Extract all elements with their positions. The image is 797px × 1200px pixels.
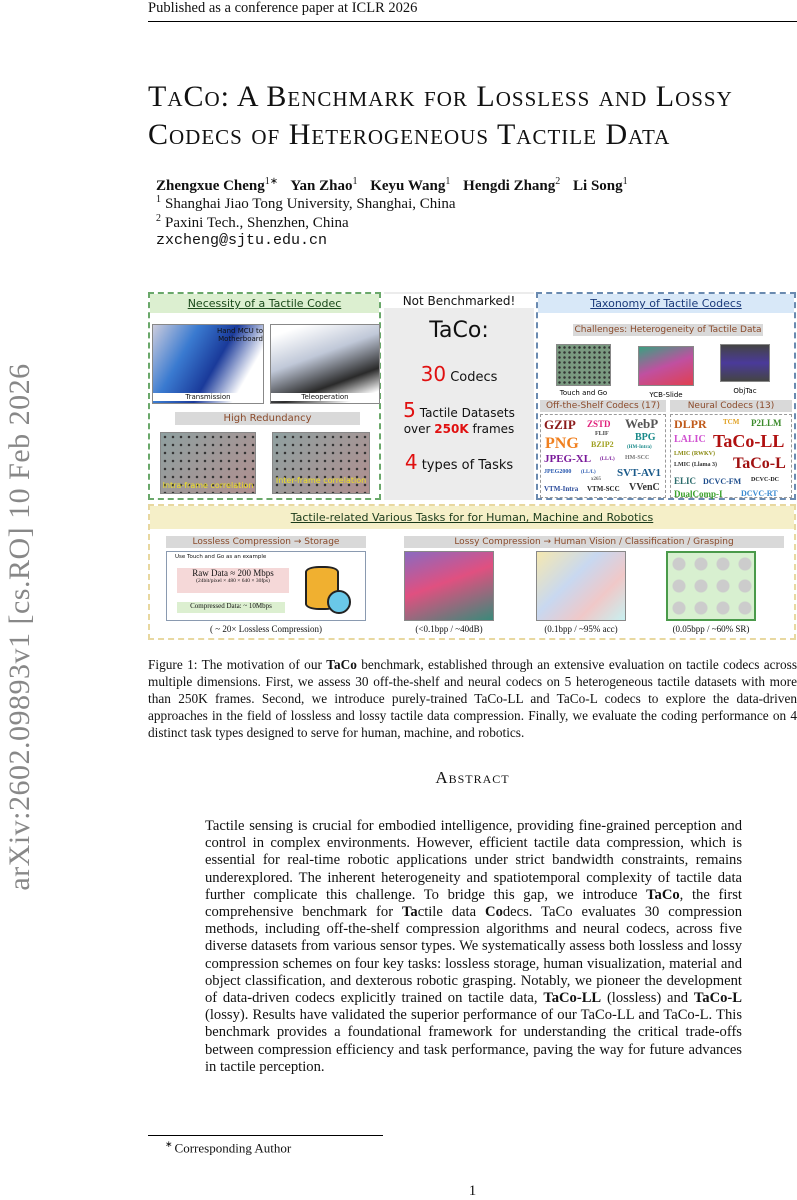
codec-label: JPEG2000 [544, 469, 572, 475]
author: Yan Zhao [290, 178, 353, 194]
codec-label: BPG [635, 432, 656, 443]
paper-title-line2: Codecs of Heterogeneous Tactile Data [148, 118, 671, 151]
not-benchmarked-label: Not Benchmarked! [384, 294, 534, 308]
codec-label: TaCo-L [733, 455, 786, 472]
datasets-stat: 5 Tactile Datasets [403, 398, 515, 422]
codec-label: LALIC [674, 434, 706, 445]
codec-label: (HM-Intra) [627, 445, 652, 450]
author-affil: 1 [445, 176, 451, 187]
codec-label: (LL/L) [581, 470, 596, 475]
compressed-data-box: Compressed Data: ~ 10Mbps [177, 602, 285, 613]
header-rule [148, 21, 797, 22]
figure-1 [148, 292, 796, 640]
lossless-diagram [166, 551, 366, 621]
taxonomy-panel [536, 292, 796, 500]
codec-label: GZIP [544, 417, 576, 432]
challenges-label: Challenges: Heterogeneity of Tactile Data [574, 325, 762, 335]
raw-data-box: Raw Data ≈ 200 Mbps (24bit/pixel × 480 × 640 × 30fps) [177, 568, 289, 593]
example-note: Use Touch and Go as an example [175, 554, 267, 560]
lossless-result: ( ~ 20× Lossless Compression) [210, 624, 322, 634]
author-affil: 2 [555, 176, 561, 187]
dataset-ycb-slide: YCB-Slide [638, 346, 694, 386]
footnote: ∗ Corresponding Author [165, 1139, 292, 1156]
image-label: Teleoperation [271, 393, 379, 401]
author-list [156, 176, 637, 195]
offshelf-codec-cloud [540, 414, 666, 498]
frames-stat: over 250K frames [403, 422, 515, 436]
neural-label: Neural Codecs (13) [670, 400, 792, 412]
dataset-objtac: ObjTac [720, 344, 770, 382]
page-number: 1 [468, 1183, 477, 1199]
tasks-panel [148, 504, 796, 640]
codec-label: (LL/L) [600, 457, 615, 462]
codec-label: DLPR [674, 417, 707, 431]
author: Hengdi Zhang [463, 178, 556, 194]
affiliation-1: $^1$ Shanghai Jiao Tong University, Shanghai, China [156, 194, 456, 212]
codec-label: VVenC [629, 482, 660, 493]
author: Keyu Wang [370, 178, 446, 194]
transmission-image [152, 324, 264, 404]
codec-label: TCM [723, 418, 740, 426]
intra-frame-image [160, 432, 256, 494]
author-affil: 1 [352, 176, 358, 187]
codec-label: SVT-AV1 [617, 467, 662, 479]
running-header: Published as a conference paper at ICLR 2026 [148, 0, 418, 16]
figure-caption: Figure 1: The motivation of our TaCo benchmark, established through an extensive evaluation on tactile codecs across multiple dimensions. First, we assess 30 off-the-shelf and neural codecs on 5 heterogeneous tactile datasets with more than 250K frames. Second, we introduce purely-trained TaCo-LL and TaCo-L codecs to explore the data-driven approaches in the field of lossless and lossy tactile data compression. Finally, we evaluate the coding performance on 4 distinct task types designed to serve for human, machine, and robotics. [148, 657, 797, 740]
codec-label: HM-SCC [625, 455, 650, 461]
summary-panel [384, 292, 534, 500]
necessity-panel [148, 292, 381, 500]
classification-scatter-image [536, 551, 626, 621]
author: Zhengxue Cheng [156, 178, 265, 194]
image-label: Inter-frame correlation [275, 476, 367, 485]
arxiv-stamp: arXiv:2602.09893v1 [cs.RO] 10 Feb 2026 [3, 363, 36, 891]
human-vision-image [404, 551, 494, 621]
dataset-touch-and-go: Touch and Go [556, 344, 611, 386]
lossy-label: Lossy Compression → Human Vision / Classification / Grasping [404, 536, 784, 548]
codec-label: VTM-SCC [587, 485, 620, 493]
image-label: Transmission [153, 393, 263, 401]
image-label: Intra-frame correlation [162, 481, 254, 490]
lossless-label: Lossless Compression → Storage [166, 536, 366, 548]
codec-label: WebP [625, 416, 659, 431]
high-redundancy-label: High Redundancy [175, 412, 360, 425]
neural-codec-cloud [670, 414, 792, 498]
affiliation-2: $^2$ Paxini Tech., Shenzhen, China [156, 213, 349, 231]
grasping-result: (0.05bpp / ~60% SR) [672, 624, 750, 634]
taxonomy-title: Taxonomy of Tactile Codecs [538, 294, 794, 313]
codec-label: TaCo-LL [713, 431, 785, 451]
grasping-image [666, 551, 756, 621]
taco-heading: TaCo: [429, 318, 489, 343]
author: Li Song [573, 178, 623, 194]
human-vision-result: (<0.1bpp / ~40dB) [415, 624, 483, 634]
inter-frame-image [272, 432, 370, 494]
codec-label: P2LLM [751, 418, 782, 428]
codec-label: DCVC-FM [703, 477, 742, 486]
codec-label: JPEG-XL [544, 453, 592, 465]
footnote-rule [148, 1135, 383, 1136]
codec-label: DCVC-RT [741, 489, 778, 498]
codec-label: ZSTD [587, 419, 611, 429]
classification-result: (0.1bpp / ~95% acc) [544, 624, 618, 634]
codec-label: LMIC (RWKV) [674, 451, 715, 457]
codec-label: FLIF [595, 431, 609, 437]
folder-icon [327, 590, 351, 614]
offshelf-label: Off-the-Shelf Codecs (17) [540, 400, 666, 412]
codecs-stat: 30 Codecs [420, 362, 498, 386]
codec-label: x265 [591, 477, 601, 482]
codec-label: LMIC (Llama 3) [674, 462, 717, 468]
codec-label: ELIC [674, 476, 697, 486]
codec-label: DualComp-I [674, 489, 723, 499]
tasks-title: Tactile-related Various Tasks for for Human, Machine and Robotics [150, 506, 794, 529]
author-affil: 1 [622, 176, 628, 187]
abstract-heading: Abstract [435, 768, 510, 787]
image-label: Hand MCU to Motherboard [217, 327, 263, 343]
author-email: zxcheng@sjtu.edu.cn [156, 232, 328, 249]
necessity-title: Necessity of a Tactile Codec [150, 294, 379, 313]
codec-label: BZIP2 [591, 440, 614, 449]
paper-title-line1: TaCo: A Benchmark for Lossless and Lossy [148, 80, 733, 113]
codec-label: VTM-Intra [544, 485, 579, 493]
author-affil: 1∗ [264, 176, 279, 187]
codec-label: PNG [545, 435, 579, 452]
teleoperation-image [270, 324, 380, 404]
abstract-text: Tactile sensing is crucial for embodied intelligence, providing fine-grained perception and control in complex environments. However, efficient tactile data compression, which is essential for real-time robotic applications under strict bandwidth constraints, remains underexplored. The inherent heterogeneity and spatiotemporal complexity of tactile data further complicate this challenge. To bridge this gap, we introduce TaCo, the first comprehensive benchmark for Tactile data Codecs. TaCo evaluates 30 compression methods, including off-the-shelf compression algorithms and neural codecs, across five diverse datasets from various sensor types. We systematically assess both lossless and lossy compression schemes on four key tasks: lossless storage, human visualization, material and object classification, and dexterous robotic grasping. Notably, we pioneer the development of data-driven codecs explicitly trained on tactile data, TaCo-LL (lossless) and TaCo-L (lossy). Results have validated the superior performance of our TaCo-LL and TaCo-L. This benchmark provides a foundational framework for understanding the critical trade-offs between compression efficiency and task performance, paving the way for future advances in tactile perception. [205, 818, 742, 1075]
tasks-stat: 4 types of Tasks [404, 450, 514, 474]
codec-label: DCVC-DC [751, 477, 779, 483]
